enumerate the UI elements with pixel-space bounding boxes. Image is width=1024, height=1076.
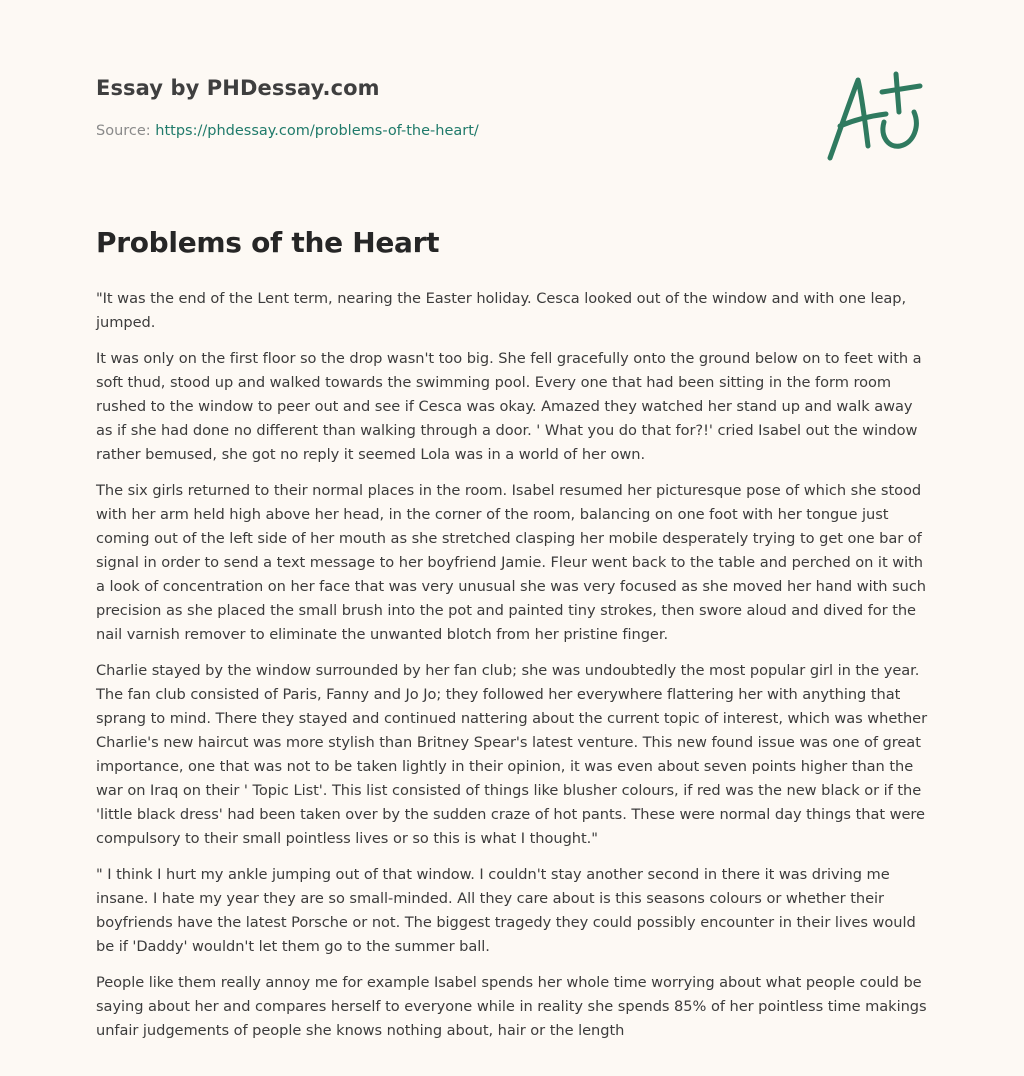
essay-paragraph: "It was the end of the Lent term, nearing the Easter holiday. Cesca looked out of the window and with one leap, jumped.	[96, 290, 907, 331]
essay-body	[96, 287, 932, 1055]
source-line	[96, 123, 479, 139]
essay-paragraph: People like them really annoy me for example Isabel spends her whole time worrying about what people could be saying about her and compares herself to everyone while in reality she spends 85% of her pointless time makings unfair judgements of people she knows nothing about, hair or the length	[96, 974, 927, 1039]
source-link[interactable]: https://phdessay.com/problems-of-the-heart/	[155, 123, 479, 139]
essay-paragraph: " I think I hurt my ankle jumping out of that window. I couldn't stay another second in there it was driving me insane. I hate my year they are so small-minded. All they care about is this seasons colours or whether their boyfriends have the latest Porsche or not. The biggest tragedy they could possibly encounter in their lives would be if 'Daddy' wouldn't let them go to the summer ball.	[96, 866, 916, 955]
essay-paragraph: It was only on the first floor so the drop wasn't too big. She fell gracefully onto the ground below on to feet with a soft thud, stood up and walked towards the swimming pool. Every one that had been sitting in the form room rushed to the window to peer out and see if Cesca was okay. Amazed they watched her stand up and walk away as if she had done no different than walking through a door. ' What you do that for?!' cried Isabel out the window rather bemused, she got no reply it seemed Lola was in a world of her own.	[96, 350, 922, 463]
essay-paragraph: The six girls returned to their normal places in the room. Isabel resumed her picturesque pose of which she stood with her arm held high above her head, in the corner of the room, balancing on one foot with her tongue just coming out of the left side of her mouth as she stretched clasping her mobile desperately trying to get one bar of signal in order to send a text message to her boyfriend Jamie. Fleur went back to the table and perched on it with a look of concentration on her face that was very unusual she was very focused as she moved her hand with such precision as she placed the small brush into the pot and painted tiny strokes, then swore aloud and dived for the nail varnish remover to eliminate the unwanted blotch from her pristine finger.	[96, 482, 926, 643]
essay-title: Problems of the Heart	[96, 226, 440, 259]
source-label: Source:	[96, 123, 156, 139]
essay-paragraph: Charlie stayed by the window surrounded by her fan club; she was undoubtedly the most popular girl in the year. The fan club consisted of Paris, Fanny and Jo Jo; they followed her everywhere flattering her with anything that sprang to mind. There they stayed and continued nattering about the current topic of interest, which was whether Charlie's new haircut was more stylish than Britney Spear's latest venture. This new found issue was one of great importance, one that was not to be taken lightly in their opinion, it was even about seven points higher than the war on Iraq on their ' Topic List'. This list consisted of things like blusher colours, if red was the new black or if the 'little black dress' had been taken over by the sudden craze of hot pants. These were normal day things that were compulsory to their small pointless lives or so this is what I thought."	[96, 662, 928, 847]
site-title: Essay by PHDessay.com	[96, 76, 380, 100]
a-plus-grade-logo-icon	[818, 66, 930, 166]
